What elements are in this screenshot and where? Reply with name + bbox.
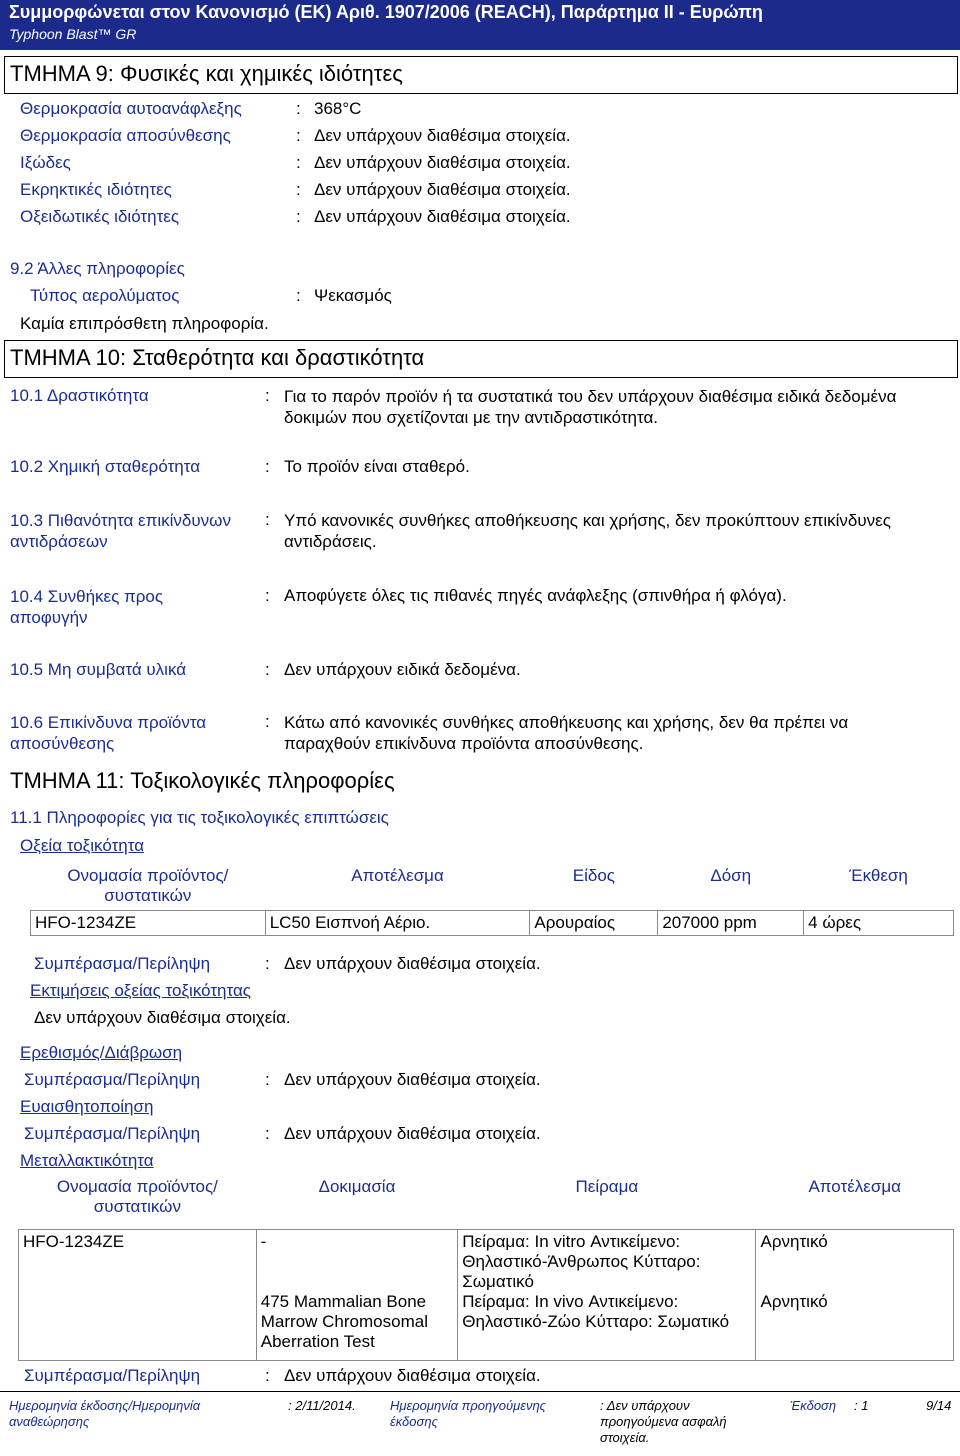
no-additional-info: Καμία επιπρόσθετη πληροφορία. xyxy=(20,314,269,333)
footer-revision-label: Ημερομηνία έκδοσης/Ημερομηνία αναθεώρησης xyxy=(9,1398,201,1429)
cell-dose: 207000 ppm xyxy=(658,911,804,936)
colon: : xyxy=(296,207,301,226)
decomposition-products-value: Κάτω από κανονικές συνθήκες αποθήκευσης και χρήσης, δεν θα πρέπει να παραχθούν επικίνδυνα προϊόντα αποσύνθεσης. xyxy=(284,713,849,753)
col-header-experiment: Πείραμα xyxy=(575,1177,639,1196)
footer-version-label: Έκδοση xyxy=(790,1398,837,1413)
aerosol-type-value: Ψεκασμός xyxy=(314,286,392,305)
col-header-exposure: Έκθεση xyxy=(849,866,908,885)
col-header-result: Αποτέλεσμα xyxy=(808,1177,901,1196)
colon: : xyxy=(265,1070,270,1089)
colon: : xyxy=(265,510,270,529)
cell-results xyxy=(756,1230,954,1361)
cell-product: HFO-1234ZE xyxy=(19,1230,257,1361)
table-header-row xyxy=(19,1177,954,1230)
sensitisation-heading: Ευαισθητοποίηση xyxy=(20,1097,154,1116)
footer-divider xyxy=(0,1391,960,1392)
product-name: Typhoon Blast™ GR xyxy=(9,26,137,42)
test-2: 475 Mammalian Bone Marrow Chromosomal Aberration Test xyxy=(260,1292,428,1351)
chemical-stability-value: Το προϊόν είναι σταθερό. xyxy=(284,457,470,476)
oxidizing-value: Δεν υπάρχουν διαθέσιμα στοιχεία. xyxy=(314,207,571,226)
colon: : xyxy=(265,660,270,679)
colon: : xyxy=(296,180,301,199)
explosive-label: Εκρηκτικές ιδιότητες xyxy=(20,180,172,199)
cell-species: Αρουραίος xyxy=(530,911,658,936)
colon: : xyxy=(265,386,270,405)
sensitisation-conclusion-label: Συμπέρασμα/Περίληψη xyxy=(24,1124,201,1143)
hazardous-reactions-label: 10.3 Πιθανότητα επικίνδυνων αντιδράσεων xyxy=(10,511,231,551)
ate-heading: Εκτιμήσεις οξείας τοξικότητας xyxy=(30,981,251,1000)
regulation-title: Συμμορφώνεται στον Κανονισμό (ΕΚ) Αριθ. 1907/2006 (REACH), Παράρτημα II - Ευρώπη xyxy=(9,2,763,22)
result-2: Αρνητικό xyxy=(760,1292,828,1311)
cell-tests xyxy=(256,1230,458,1361)
mutagenicity-conclusion-value: Δεν υπάρχουν διαθέσιμα στοιχεία. xyxy=(284,1366,541,1385)
viscosity-value: Δεν υπάρχουν διαθέσιμα στοιχεία. xyxy=(314,153,571,172)
cell-experiments xyxy=(458,1230,756,1361)
chemical-stability-label: 10.2 Χημική σταθερότητα xyxy=(10,457,201,476)
section-9-title: ΤΜΗΜΑ 9: Φυσικές και χημικές ιδιότητες xyxy=(10,61,403,86)
table-header-row xyxy=(31,866,954,911)
irritation-conclusion-label: Συμπέρασμα/Περίληψη xyxy=(24,1070,201,1089)
oxidizing-label: Οξειδωτικές ιδιότητες xyxy=(20,207,180,226)
reactivity-value: Για το παρόν προϊόν ή τα συστατικά του δεν υπάρχουν διαθέσιμα ειδικά δεδομένα δοκιμών που σχετίζονται με την αντιδραστικότητα. xyxy=(284,387,897,427)
colon: : xyxy=(265,712,270,731)
colon: : xyxy=(296,99,301,118)
footer-revision-value: : 2/11/2014. xyxy=(288,1398,356,1413)
aerosol-type-label: Τύπος αερολύματος xyxy=(30,286,180,305)
mutagenicity-table xyxy=(18,1177,954,1361)
acute-conclusion-label: Συμπέρασμα/Περίληψη xyxy=(34,954,211,973)
section-11-title: ΤΜΗΜΑ 11: Τοξικολογικές πληροφορίες xyxy=(10,768,395,793)
decomposition-products-label: 10.6 Επικίνδυνα προϊόντα αποσύνθεσης xyxy=(10,713,207,753)
col-header-result: Αποτέλεσμα xyxy=(351,866,444,885)
colon: : xyxy=(296,286,301,305)
conditions-to-avoid-value: Αποφύγετε όλες τις πιθανές πηγές ανάφλεξης (σπινθήρα ή φλόγα). xyxy=(284,586,787,605)
colon: : xyxy=(265,1124,270,1143)
cell-product: HFO-1234ZE xyxy=(31,911,266,936)
colon: : xyxy=(265,954,270,973)
test-1: - xyxy=(260,1232,267,1251)
footer-previous-label: Ημερομηνία προηγούμενης έκδοσης xyxy=(390,1398,547,1429)
col-header-product: Ονομασία προϊόντος/ συστατικών xyxy=(67,866,229,905)
incompatible-materials-label: 10.5 Μη συμβατά υλικά xyxy=(10,660,187,679)
colon: : xyxy=(296,126,301,145)
colon: : xyxy=(265,1366,270,1385)
autoignition-label: Θερμοκρασία αυτοανάφλεξης xyxy=(20,99,242,118)
mutagenicity-conclusion-label: Συμπέρασμα/Περίληψη xyxy=(24,1366,201,1385)
decomposition-value: Δεν υπάρχουν διαθέσιμα στοιχεία. xyxy=(314,126,571,145)
incompatible-materials-value: Δεν υπάρχουν ειδικά δεδομένα. xyxy=(284,660,521,679)
colon: : xyxy=(265,457,270,476)
viscosity-label: Ιξώδες xyxy=(20,153,71,172)
col-header-test: Δοκιμασία xyxy=(318,1177,396,1196)
subsection-9-2-title: 9.2 Άλλες πληροφορίες xyxy=(10,259,185,278)
cell-result: LC50 Εισπνοή Αέριο. xyxy=(265,911,530,936)
footer-previous-value: : Δεν υπάρχουν προηγούμενα ασφαλή στοιχεία. xyxy=(600,1398,727,1445)
decomposition-label: Θερμοκρασία αποσύνθεσης xyxy=(20,126,231,145)
table-row xyxy=(19,1230,954,1361)
irritation-heading: Ερεθισμός/Διάβρωση xyxy=(20,1043,183,1062)
explosive-value: Δεν υπάρχουν διαθέσιμα στοιχεία. xyxy=(314,180,571,199)
experiment-1: Πείραμα: In vitro Αντικείμενο: Θηλαστικό-Άνθρωπος Κύτταρο: Σωματικό xyxy=(462,1232,701,1291)
result-1: Αρνητικό xyxy=(760,1232,828,1251)
mutagenicity-heading: Μεταλλακτικότητα xyxy=(20,1151,154,1170)
section-10-title: ΤΜΗΜΑ 10: Σταθερότητα και δραστικότητα xyxy=(10,345,425,370)
cell-exposure: 4 ώρες xyxy=(804,911,954,936)
acute-toxicity-heading: Οξεία τοξικότητα xyxy=(20,836,145,855)
col-header-product: Ονομασία προϊόντος/ συστατικών xyxy=(56,1177,218,1216)
acute-toxicity-table xyxy=(30,866,954,936)
table-row xyxy=(31,911,954,936)
acute-conclusion-value: Δεν υπάρχουν διαθέσιμα στοιχεία. xyxy=(284,954,541,973)
irritation-conclusion-value: Δεν υπάρχουν διαθέσιμα στοιχεία. xyxy=(284,1070,541,1089)
col-header-species: Είδος xyxy=(572,866,615,885)
footer-version-value: : 1 xyxy=(854,1398,869,1413)
hazardous-reactions-value: Υπό κανονικές συνθήκες αποθήκευσης και χρήσης, δεν προκύπτουν επικίνδυνες αντιδράσεις. xyxy=(284,511,891,551)
autoignition-value: 368°C xyxy=(314,99,362,118)
sensitisation-conclusion-value: Δεν υπάρχουν διαθέσιμα στοιχεία. xyxy=(284,1124,541,1143)
colon: : xyxy=(265,586,270,605)
subsection-11-1-title: 11.1 Πληροφορίες για τις τοξικολογικές επιπτώσεις xyxy=(10,808,389,827)
col-header-dose: Δόση xyxy=(710,866,752,885)
conditions-to-avoid-label: 10.4 Συνθήκες προς αποφυγήν xyxy=(10,587,164,627)
footer-page-number: 9/14 xyxy=(926,1398,952,1413)
colon: : xyxy=(296,153,301,172)
ate-value: Δεν υπάρχουν διαθέσιμα στοιχεία. xyxy=(34,1008,291,1027)
experiment-2: Πείραμα: In vivo Αντικείμενο: Θηλαστικό-Ζώο Κύτταρο: Σωματικό xyxy=(462,1292,730,1331)
reactivity-label: 10.1 Δραστικότητα xyxy=(10,386,149,405)
